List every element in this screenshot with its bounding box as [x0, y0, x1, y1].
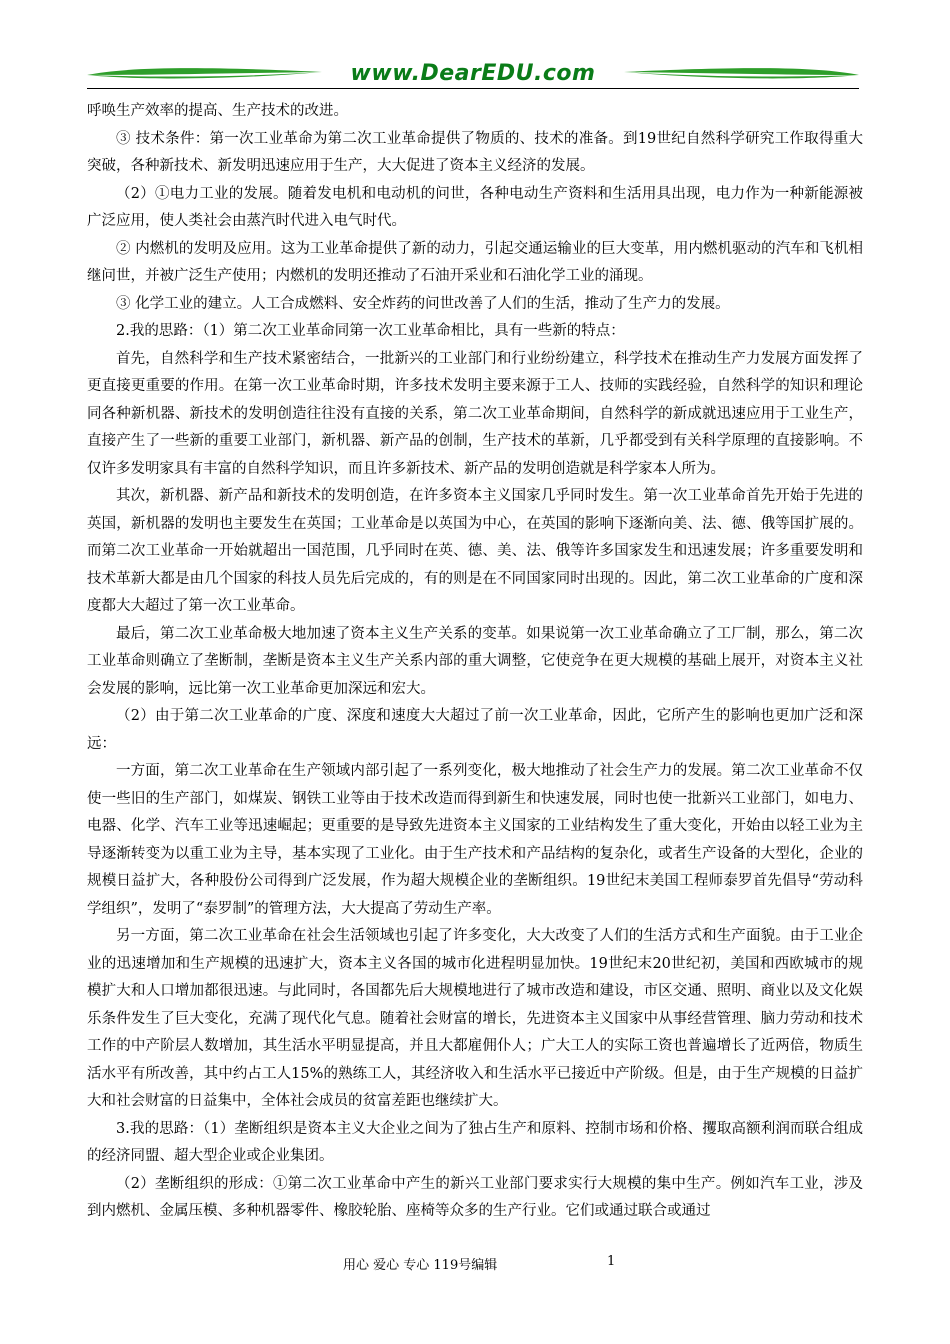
paragraph: （2）垄断组织的形成：①第二次工业革命中产生的新兴工业部门要求实行大规模的集中生产。例如汽车工业，涉及到内燃机、金属压模、多种机器零件、橡胶轮胎、座椅等众多的生产行业。它们或通过联合或通过	[87, 1175, 863, 1219]
page-header	[87, 58, 859, 92]
page-footer	[0, 1254, 950, 1274]
document-body	[87, 98, 863, 1226]
paragraph: 呼唤生产效率的提高、生产技术的改进。	[87, 103, 348, 119]
page-number: 1	[607, 1254, 616, 1269]
footer-text: 用心 爱心 专心 119号编辑	[343, 1258, 498, 1273]
paragraph: ② 内燃机的发明及应用。这为工业革命提供了新的动力，引起交通运输业的巨大变革，用内燃机驱动的汽车和飞机相继问世，并被广泛生产使用；内燃机的发明还推动了石油开采业和石油化学工业的涌现。	[87, 240, 863, 284]
paragraph: 3.我的思路：（1）垄断组织是资本主义大企业之间为了独占生产和原料、控制市场和价格、攫取高额利润而联合组成的经济同盟、超大型企业或企业集团。	[87, 1120, 863, 1164]
site-logo-text: www.DearEDU.com	[350, 61, 596, 86]
paragraph: 2.我的思路：（1）第二次工业革命同第一次工业革命相比，具有一些新的特点：	[116, 323, 625, 339]
paragraph: （2）①电力工业的发展。随着发电机和电动机的问世，各种电动生产资料和生活用具出现，电力作为一种新能源被广泛应用，使人类社会由蒸汽时代进入电气时代。	[87, 185, 863, 229]
paragraph: 其次，新机器、新产品和新技术的发明创造，在许多资本主义国家几乎同时发生。第一次工业革命首先开始于先进的英国，新机器的发明也主要发生在英国；工业革命是以英国为中心，在英国的影响下逐渐向美、法、德、俄等国扩展的。而第二次工业革命一开始就超出一国范围，几乎同时在英、德、美、法、俄等许多国家发生和迅速发展；许多重要发明和技术革新大都是由几个国家的科技人员先后完成的，有的则是在不同国家同时出现的。因此，第二次工业革命的广度和深度都大大超过了第一次工业革命。	[87, 488, 863, 614]
header-divider	[87, 88, 859, 89]
paragraph: 一方面，第二次工业革命在生产领域内部引起了一系列变化，极大地推动了社会生产力的发展。第二次工业革命不仅使一些旧的生产部门，如煤炭、钢铁工业等由于技术改造而得到新生和快速发展，同时也使一批新兴工业部门，如电力、电器、化学、汽车工业等迅速崛起；更重要的是导致先进资本主义国家的工业结构发生了重大变化，开始由以轻工业为主导逐渐转变为以重工业为主导，基本实现了工业化。由于生产技术和产品结构的复杂化，或者生产设备的大型化，企业的规模日益扩大，各种股份公司得到广泛发展，作为超大规模企业的垄断组织。19世纪末美国工程师泰罗首先倡导“劳动科学组织”，发明了“泰罗制”的管理方法，大大提高了劳动生产率。	[87, 763, 863, 917]
paragraph: 另一方面，第二次工业革命在社会生活领域也引起了许多变化，大大改变了人们的生活方式和生产面貌。由于工业企业的迅速增加和生产规模的迅速扩大，资本主义各国的城市化进程明显加快。19世纪末20世纪初，美国和西欧城市的规模扩大和人口增加都很迅速。与此同时，各国都先后大规模地进行了城市改造和建设，市区交通、照明、商业以及文化娱乐条件发生了巨大变化，充满了现代化气息。随着社会财富的增长，先进资本主义国家中从事经营管理、脑力劳动和技术工作的中产阶层人数增加，其生活水平明显提高，并且大都雇佣仆人；广大工人的实际工资也普遍增长了近两倍，物质生活水平有所改善，其中约占工人15%的熟练工人，其经济收入和生活水平已接近中产阶级。但是，由于生产规模的日益扩大和社会财富的日益集中，全体社会成员的贫富差距也继续扩大。	[87, 928, 863, 1109]
paragraph: （2）由于第二次工业革命的广度、深度和速度大大超过了前一次工业革命，因此，它所产生的影响也更加广泛和深远：	[87, 708, 863, 752]
paragraph: ③ 化学工业的建立。人工合成燃料、安全炸药的问世改善了人们的生活，推动了生产力的发展。	[116, 295, 730, 312]
paragraph: 最后，第二次工业革命极大地加速了资本主义生产关系的变革。如果说第一次工业革命确立了工厂制，那么，第二次工业革命则确立了垄断制，垄断是资本主义生产关系内部的重大调整，它使竞争在更大规模的基础上展开，对资本主义社会发展的影响，远比第一次工业革命更加深远和宏大。	[87, 625, 863, 697]
paragraph: 首先，自然科学和生产技术紧密结合，一批新兴的工业部门和行业纷纷建立，科学技术在推动生产力发展方面发挥了更直接更重要的作用。在第一次工业革命时期，许多技术发明主要来源于工人、技师的实践经验，自然科学的知识和理论同各种新机器、新技术的发明创造往往没有直接的关系，第二次工业革命期间，自然科学的新成就迅速应用于工业生产，直接产生了一些新的重要工业部门，新机器、新产品的创制，生产技术的革新，几乎都受到有关科学原理的直接影响。不仅许多发明家具有丰富的自然科学知识，而且许多新技术、新产品的发明创造就是科学家本人所为。	[87, 350, 863, 477]
paragraph: ③ 技术条件：第一次工业革命为第二次工业革命提供了物质的、技术的准备。到19世纪自然科学研究工作取得重大突破，各种新技术、新发明迅速应用于生产，大大促进了资本主义经济的发展。	[87, 130, 863, 174]
